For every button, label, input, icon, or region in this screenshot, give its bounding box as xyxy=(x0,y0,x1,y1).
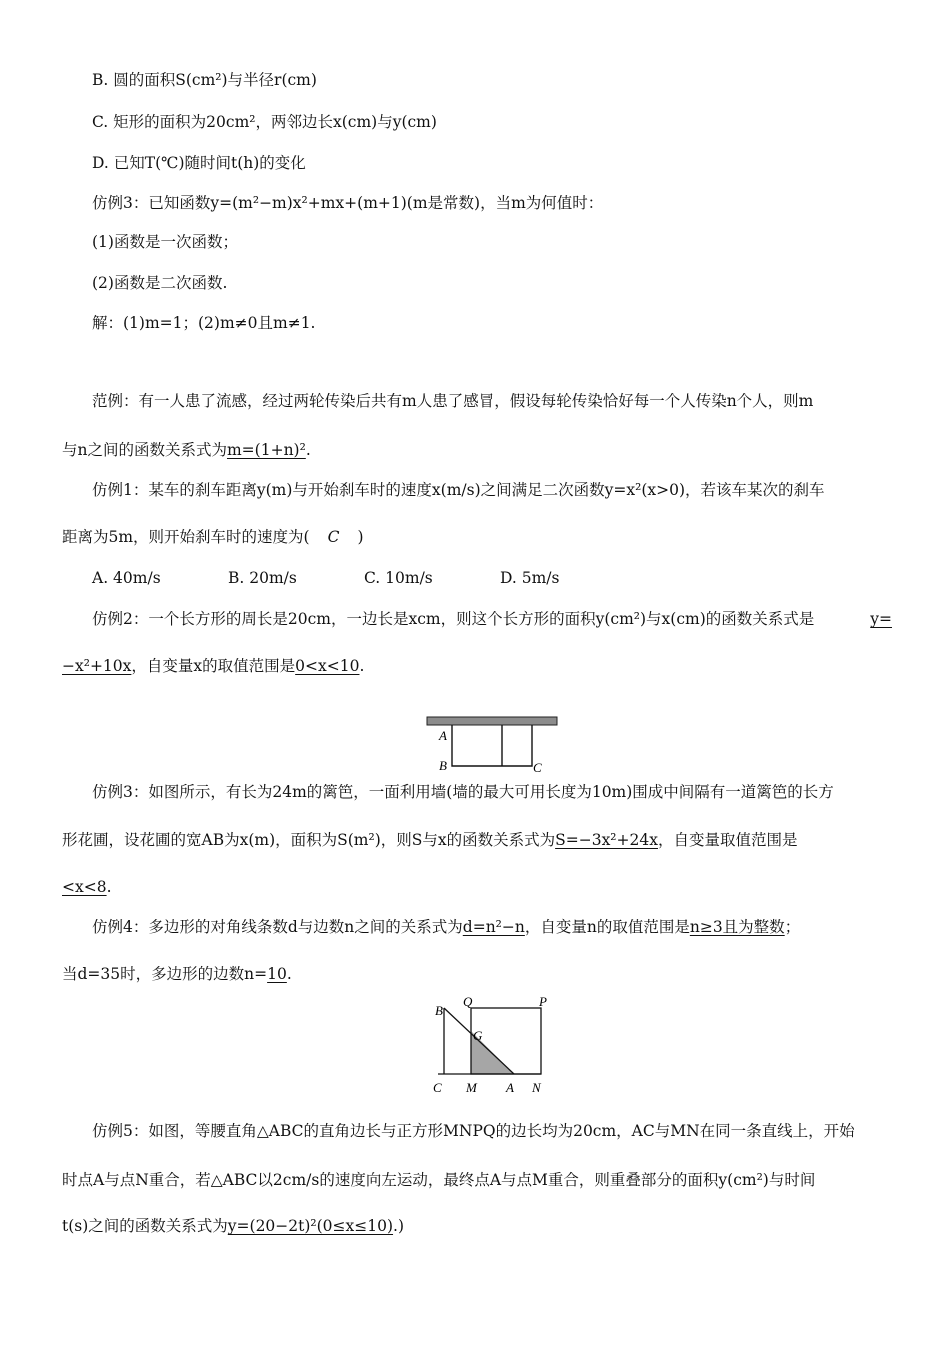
option-c: C. 矩形的面积为20cm²，两邻边长x(cm)与y(cm) xyxy=(92,113,437,131)
f4-line1 xyxy=(92,917,892,937)
label-q: Q xyxy=(463,994,473,1009)
f3-text: 形花圃，设花圃的宽AB为x(m)，面积为S(m²)，则S与x的函数关系式为 xyxy=(62,831,556,849)
f1-line2 xyxy=(62,527,892,547)
label-p: P xyxy=(539,994,547,1009)
f4-answer2: 10 xyxy=(267,965,287,983)
f1-line1: 仿例1：某车的刹车距离y(m)与开始刹车时的速度x(m/s)之间满足二次函数y=x²(x>0)，若该车某次的刹车 xyxy=(92,481,825,499)
label-n: N xyxy=(532,1080,541,1095)
f2-answer-part2: −x²+10x xyxy=(62,657,132,675)
f2-range: 0<x<10 xyxy=(295,657,360,675)
fl3-intro: 仿例3：已知函数y=(m²−m)x²+mx+(m+1)(m是常数)，当m为何值时： xyxy=(92,194,604,212)
label-a: A xyxy=(439,728,447,743)
f3-range: <x<8 xyxy=(62,878,107,896)
f5-line2: 时点A与点N重合，若△ABC以2cm/s的速度向左运动，最终点A与点M重合，则重叠部分的面积y(cm²)与时间 xyxy=(62,1171,816,1189)
f5-line3 xyxy=(62,1216,892,1236)
f4-line2 xyxy=(62,964,892,984)
f4-text: 仿例4：多边形的对角线条数d与边数n之间的关系式为 xyxy=(92,918,463,936)
f1-option-d: D. 5m/s xyxy=(500,569,560,587)
label-c2: C xyxy=(433,1080,442,1095)
fl3-q2: (2)函数是二次函数. xyxy=(92,274,228,292)
f3-answer: S=−3x²+24x xyxy=(555,831,658,849)
wall xyxy=(427,717,557,725)
fanli-end: . xyxy=(305,441,311,459)
f3-line1: 仿例3：如图所示，有长为24m的篱笆，一面利用墙(墙的最大可用长度为10m)围成中间隔有一道篱笆的长方 xyxy=(92,783,834,801)
fanli-text: 与n之间的函数关系式为 xyxy=(62,441,227,459)
f1-answer: C xyxy=(327,528,340,546)
label-b2: B xyxy=(435,1003,443,1018)
f4-text2: 当d=35时，多边形的边数n= xyxy=(62,965,268,983)
option-b: B. 圆的面积S(cm²)与半径r(cm) xyxy=(92,71,317,89)
label-m: M xyxy=(466,1080,477,1095)
f2-line2 xyxy=(62,656,892,676)
f5-line1: 仿例5：如图，等腰直角△ABC的直角边长与正方形MNPQ的边长均为20cm，AC与MN在同一条直线上，开始 xyxy=(92,1122,855,1140)
triangle-square-figure xyxy=(425,994,565,1098)
fl3-solution: 解：(1)m=1；(2)m≠0且m≠1. xyxy=(92,314,316,332)
f3-line3 xyxy=(62,877,892,897)
f4-range: n≥3且为整数 xyxy=(689,918,785,936)
f5-text: t(s)之间的函数关系式为 xyxy=(62,1217,228,1235)
fl3-q1: (1)函数是一次函数； xyxy=(92,233,238,251)
fence-figure xyxy=(420,712,565,774)
label-a2: A xyxy=(506,1080,514,1095)
f2-mid: ，自变量x的取值范围是 xyxy=(131,657,296,675)
f5-end: .) xyxy=(393,1217,405,1235)
fence-outline xyxy=(452,725,532,766)
label-g: G xyxy=(473,1028,483,1043)
f3-end: . xyxy=(106,878,112,896)
f3-line2 xyxy=(62,830,892,850)
f1-text: 距离为5m，则开始刹车时的速度为( xyxy=(62,528,310,546)
f4-mid: ，自变量n的取值范围是 xyxy=(524,918,690,936)
f3-tail: ，自变量取值范围是 xyxy=(657,831,798,849)
fanli-answer: m=(1+n)² xyxy=(226,441,306,459)
f1-option-a: A. 40m/s xyxy=(92,569,161,587)
f1-close: ) xyxy=(357,528,364,546)
option-d: D. 已知T(℃)随时间t(h)的变化 xyxy=(92,154,306,172)
label-b: B xyxy=(439,758,447,773)
f4-end2: . xyxy=(286,965,292,983)
f4-answer: d=n²−n xyxy=(462,918,525,936)
f1-option-b: B. 20m/s xyxy=(228,569,297,587)
f2-text: 仿例2：一个长方形的周长是20cm，一边长是xcm，则这个长方形的面积y(cm²)与x(cm)的函数关系式是 xyxy=(92,610,815,628)
f5-answer: y=(20−2t)²(0≤x≤10) xyxy=(227,1217,394,1235)
label-c: C xyxy=(533,760,542,774)
f1-options xyxy=(92,568,892,588)
f4-end: ； xyxy=(784,918,801,936)
fanli-line2 xyxy=(62,440,892,460)
f2-end: . xyxy=(359,657,365,675)
fanli-line1: 范例：有一人患了流感，经过两轮传染后共有m人患了感冒，假设每轮传染恰好每一个人传染n个人，则m xyxy=(92,392,814,410)
f2-answer-part1: y= xyxy=(870,610,892,628)
f2-line1 xyxy=(92,609,892,629)
f1-option-c: C. 10m/s xyxy=(364,569,433,587)
